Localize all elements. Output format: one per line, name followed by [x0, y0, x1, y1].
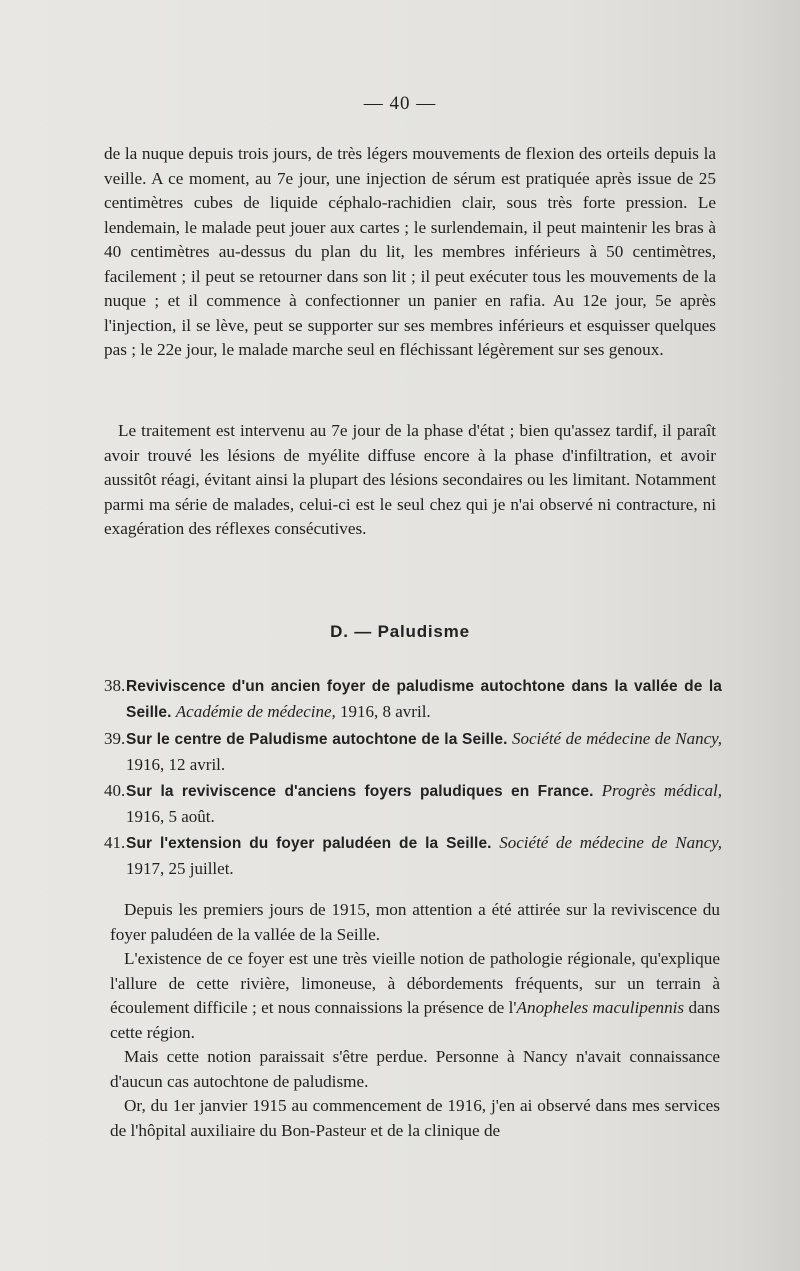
entry-source: Progrès médical, — [601, 781, 722, 800]
bibliography-list — [104, 674, 722, 883]
paludism-text-block — [110, 898, 720, 1143]
paragraph-observation: Or, du 1er janvier 1915 au commencement de 1916, j'en ai observé dans mes services de l'hôpital auxiliaire du Bon-Pasteur et de la clinique de — [110, 1096, 720, 1140]
treatment-comment-block — [104, 419, 716, 542]
bibliography-entry-40: 40.Sur la reviviscence d'anciens foyers paludiques en France. Progrès médical, 1916, 5 août. — [104, 781, 722, 826]
section-title: D. — Paludisme — [330, 622, 470, 641]
entry-source: Société de médecine de Nancy, — [512, 729, 722, 748]
entry-title: Reviviscence d'un ancien foyer de paludisme autochtone dans la vallée de la Seille. — [126, 678, 722, 721]
bibliography-entry-39: 39.Sur le centre de Paludisme autochtone de la Seille. Société de médecine de Nancy, 1916, 12 avril. — [104, 729, 722, 774]
entry-date: 1916, 12 avril. — [126, 754, 226, 774]
paragraph-case-evolution: de la nuque depuis trois jours, de très légers mouvements de flexion des orteils depuis la veille. A ce moment, au 7e jour, une injection de sérum est pratiquée après issue de 25 centimètres cubes de liquide céphalo-rachidien clair, sous très forte pression. Le lendemain, le malade peut jouer aux cartes ; le surlendemain, il peut maintenir les bras à 40 centimètres au-dessus du plan du lit, les membres inférieurs à 50 centimètres, facilement ; il peut se retourner dans son lit ; il peut exécuter tous les mouvements de la nuque ; et il commence à confectionner un panier en rafia. Au 12e jour, 5e après l'injection, il se lève, peut se supporter sur ses membres inférieurs et esquisser quelques pas ; le 22e jour, le malade marche seul en fléchissant légèrement sur ses genoux. — [104, 144, 716, 359]
entry-title: Sur l'extension du foyer paludéen de la Seille. — [126, 835, 492, 852]
bibliography-entry-41: 41.Sur l'extension du foyer paludéen de la Seille. Société de médecine de Nancy, 1917, 25 juillet. — [104, 833, 722, 878]
paragraph-existence: L'existence de ce foyer est une très vieille notion de pathologie régionale, qu'explique l'allure de cette rivière, limoneuse, à débordements fréquents, sur un terrain à écoulement difficile ; et nous connaissions la présence de l'Anopheles maculipennis dans cette région. — [110, 949, 720, 1042]
species-name: Anopheles maculipennis — [516, 998, 685, 1017]
case-description-block — [104, 142, 716, 363]
paragraph-lost-notion: Mais cette notion paraissait s'être perdue. Personne à Nancy n'avait connaissance d'aucun cas autochtone de paludisme. — [110, 1047, 720, 1091]
entry-title: Sur le centre de Paludisme autochtone de la Seille. — [126, 731, 508, 748]
page-number: — 40 — — [363, 93, 437, 114]
bibliography-entry-38: 38.Reviviscence d'un ancien foyer de paludisme autochtone dans la vallée de la Seille. Académie de médecine, 1916, 8 avril. — [104, 676, 722, 721]
paragraph-attention: Depuis les premiers jours de 1915, mon attention a été attirée sur la reviviscence du foyer paludéen de la vallée de la Seille. — [110, 900, 720, 944]
paragraph-treatment: Le traitement est intervenu au 7e jour de la phase d'état ; bien qu'assez tardif, il paraît avoir trouvé les lésions de myélite diffuse encore à la phase d'infiltration, et avoir aussitôt réagi, évitant ainsi la plupart des lésions secondaires ou les limitant. Notamment parmi ma série de malades, celui-ci est le seul chez qui je n'ai observé ni contracture, ni exagération des réflexes consécutives. — [104, 421, 716, 538]
entry-title: Sur la reviviscence d'anciens foyers paludiques en France. — [126, 783, 594, 800]
entry-date: 1916, 8 avril. — [340, 701, 431, 721]
entry-source: Académie de médecine, — [175, 701, 336, 721]
entry-source: Société de médecine de Nancy, — [499, 833, 722, 852]
entry-date: 1916, 5 août. — [126, 806, 215, 826]
entry-date: 1917, 25 juillet. — [126, 858, 234, 878]
